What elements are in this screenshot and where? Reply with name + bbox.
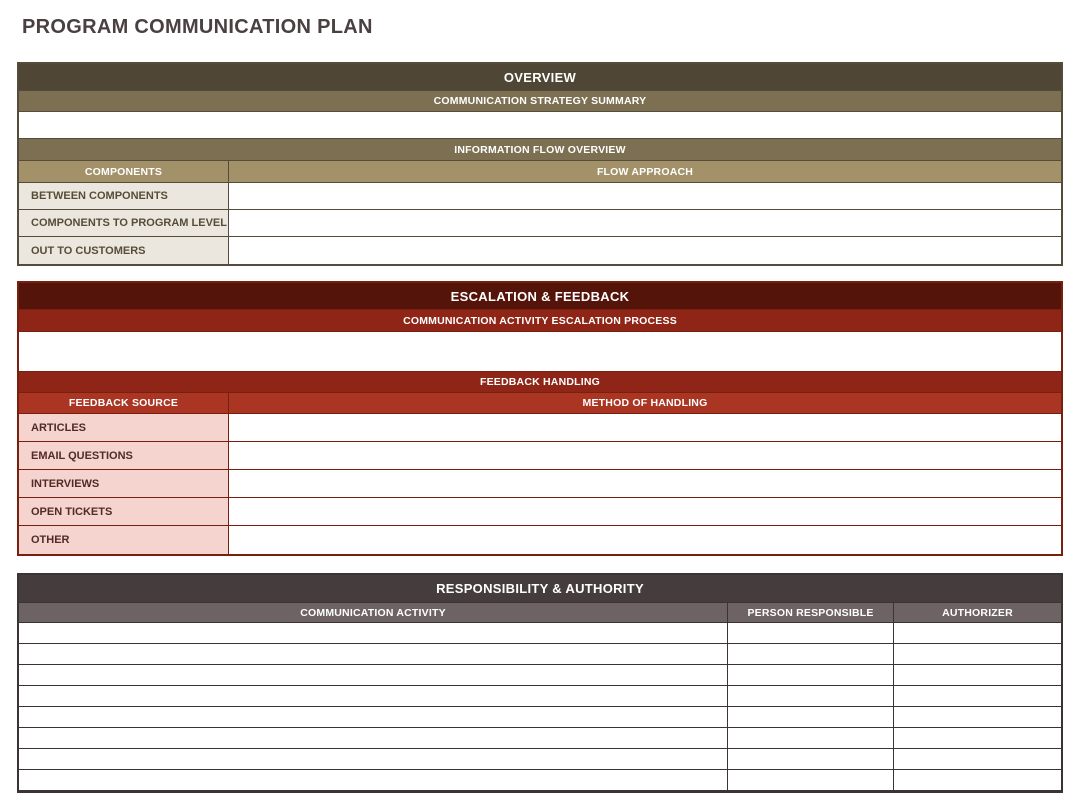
label-cell: OTHER	[19, 526, 229, 554]
escalation-process-band: COMMUNICATION ACTIVITY ESCALATION PROCESS	[19, 310, 1061, 332]
label-cell: COMPONENTS TO PROGRAM LEVEL	[19, 210, 229, 236]
escalation-feedback-section	[17, 281, 1063, 556]
label-cell: EMAIL QUESTIONS	[19, 442, 229, 469]
label-cell: INTERVIEWS	[19, 470, 229, 497]
communication-activity-input-cell[interactable]	[19, 728, 728, 748]
authorizer-input-cell[interactable]	[894, 728, 1061, 748]
flow-approach-input-cell[interactable]	[229, 237, 1061, 264]
components-column-header: COMPONENTS	[19, 161, 229, 182]
person-responsible-input-cell[interactable]	[728, 644, 894, 664]
flow-approach-input-cell[interactable]	[229, 210, 1061, 236]
escalation-process-input-cell[interactable]	[19, 332, 1061, 372]
strategy-summary-input-cell[interactable]	[19, 112, 1061, 139]
feedback-handling-band: FEEDBACK HANDLING	[19, 372, 1061, 393]
communication-strategy-summary-band: COMMUNICATION STRATEGY SUMMARY	[19, 91, 1061, 112]
label-cell: OPEN TICKETS	[19, 498, 229, 525]
flow-approach-column-header: FLOW APPROACH	[596, 165, 694, 178]
table-row	[19, 728, 1061, 749]
authorizer-input-cell[interactable]	[894, 770, 1061, 790]
table-row	[19, 749, 1061, 770]
label-cell: OUT TO CUSTOMERS	[19, 237, 229, 264]
person-responsible-input-cell[interactable]	[728, 728, 894, 748]
communication-activity-input-cell[interactable]	[19, 770, 728, 790]
communication-activity-input-cell[interactable]	[19, 749, 728, 769]
communication-activity-column-header: COMMUNICATION ACTIVITY	[19, 603, 728, 622]
overview-section	[17, 62, 1063, 266]
table-row	[19, 686, 1061, 707]
table-row	[19, 470, 1061, 498]
communication-activity-input-cell[interactable]	[19, 686, 728, 706]
information-flow-overview-band: INFORMATION FLOW OVERVIEW	[19, 139, 1061, 161]
responsibility-column-header-row	[19, 603, 1061, 623]
table-row	[19, 644, 1061, 665]
table-row	[19, 498, 1061, 526]
table-row	[19, 623, 1061, 644]
overview-column-header-row	[19, 161, 1061, 183]
authorizer-input-cell[interactable]	[894, 686, 1061, 706]
feedback-source-column-header: FEEDBACK SOURCE	[19, 393, 229, 413]
authorizer-input-cell[interactable]	[894, 707, 1061, 727]
table-row	[19, 237, 1061, 264]
overview-section-header: OVERVIEW	[19, 64, 1061, 91]
authorizer-input-cell[interactable]	[894, 644, 1061, 664]
method-of-handling-input-cell[interactable]	[229, 442, 1061, 469]
person-responsible-input-cell[interactable]	[728, 665, 894, 685]
table-row	[19, 665, 1061, 686]
person-responsible-input-cell[interactable]	[728, 707, 894, 727]
person-responsible-column-header: PERSON RESPONSIBLE	[728, 603, 894, 622]
authorizer-input-cell[interactable]	[894, 623, 1061, 643]
table-row	[19, 183, 1061, 210]
communication-activity-input-cell[interactable]	[19, 665, 728, 685]
feedback-column-header-row	[19, 393, 1061, 414]
flow-approach-input-cell[interactable]	[229, 183, 1061, 209]
label-cell: BETWEEN COMPONENTS	[19, 183, 229, 209]
authorizer-column-header: AUTHORIZER	[942, 606, 1013, 619]
communication-activity-input-cell[interactable]	[19, 707, 728, 727]
authorizer-input-cell[interactable]	[894, 665, 1061, 685]
page-title: PROGRAM COMMUNICATION PLAN	[22, 16, 373, 38]
method-of-handling-input-cell[interactable]	[229, 414, 1061, 441]
label-cell: ARTICLES	[19, 414, 229, 441]
method-of-handling-input-cell[interactable]	[229, 498, 1061, 525]
authorizer-input-cell[interactable]	[894, 749, 1061, 769]
table-row	[19, 442, 1061, 470]
table-row	[19, 526, 1061, 554]
method-of-handling-input-cell[interactable]	[229, 526, 1061, 554]
responsibility-authority-section	[17, 573, 1063, 793]
method-of-handling-column-header: METHOD OF HANDLING	[582, 397, 708, 409]
person-responsible-input-cell[interactable]	[728, 749, 894, 769]
person-responsible-input-cell[interactable]	[728, 770, 894, 790]
person-responsible-input-cell[interactable]	[728, 686, 894, 706]
table-row	[19, 707, 1061, 728]
communication-activity-input-cell[interactable]	[19, 644, 728, 664]
communication-activity-input-cell[interactable]	[19, 623, 728, 643]
table-row	[19, 210, 1061, 237]
person-responsible-input-cell[interactable]	[728, 623, 894, 643]
table-row	[19, 770, 1061, 791]
responsibility-authority-section-header: RESPONSIBILITY & AUTHORITY	[19, 575, 1061, 603]
method-of-handling-input-cell[interactable]	[229, 470, 1061, 497]
escalation-feedback-section-header: ESCALATION & FEEDBACK	[19, 283, 1061, 310]
table-row	[19, 414, 1061, 442]
